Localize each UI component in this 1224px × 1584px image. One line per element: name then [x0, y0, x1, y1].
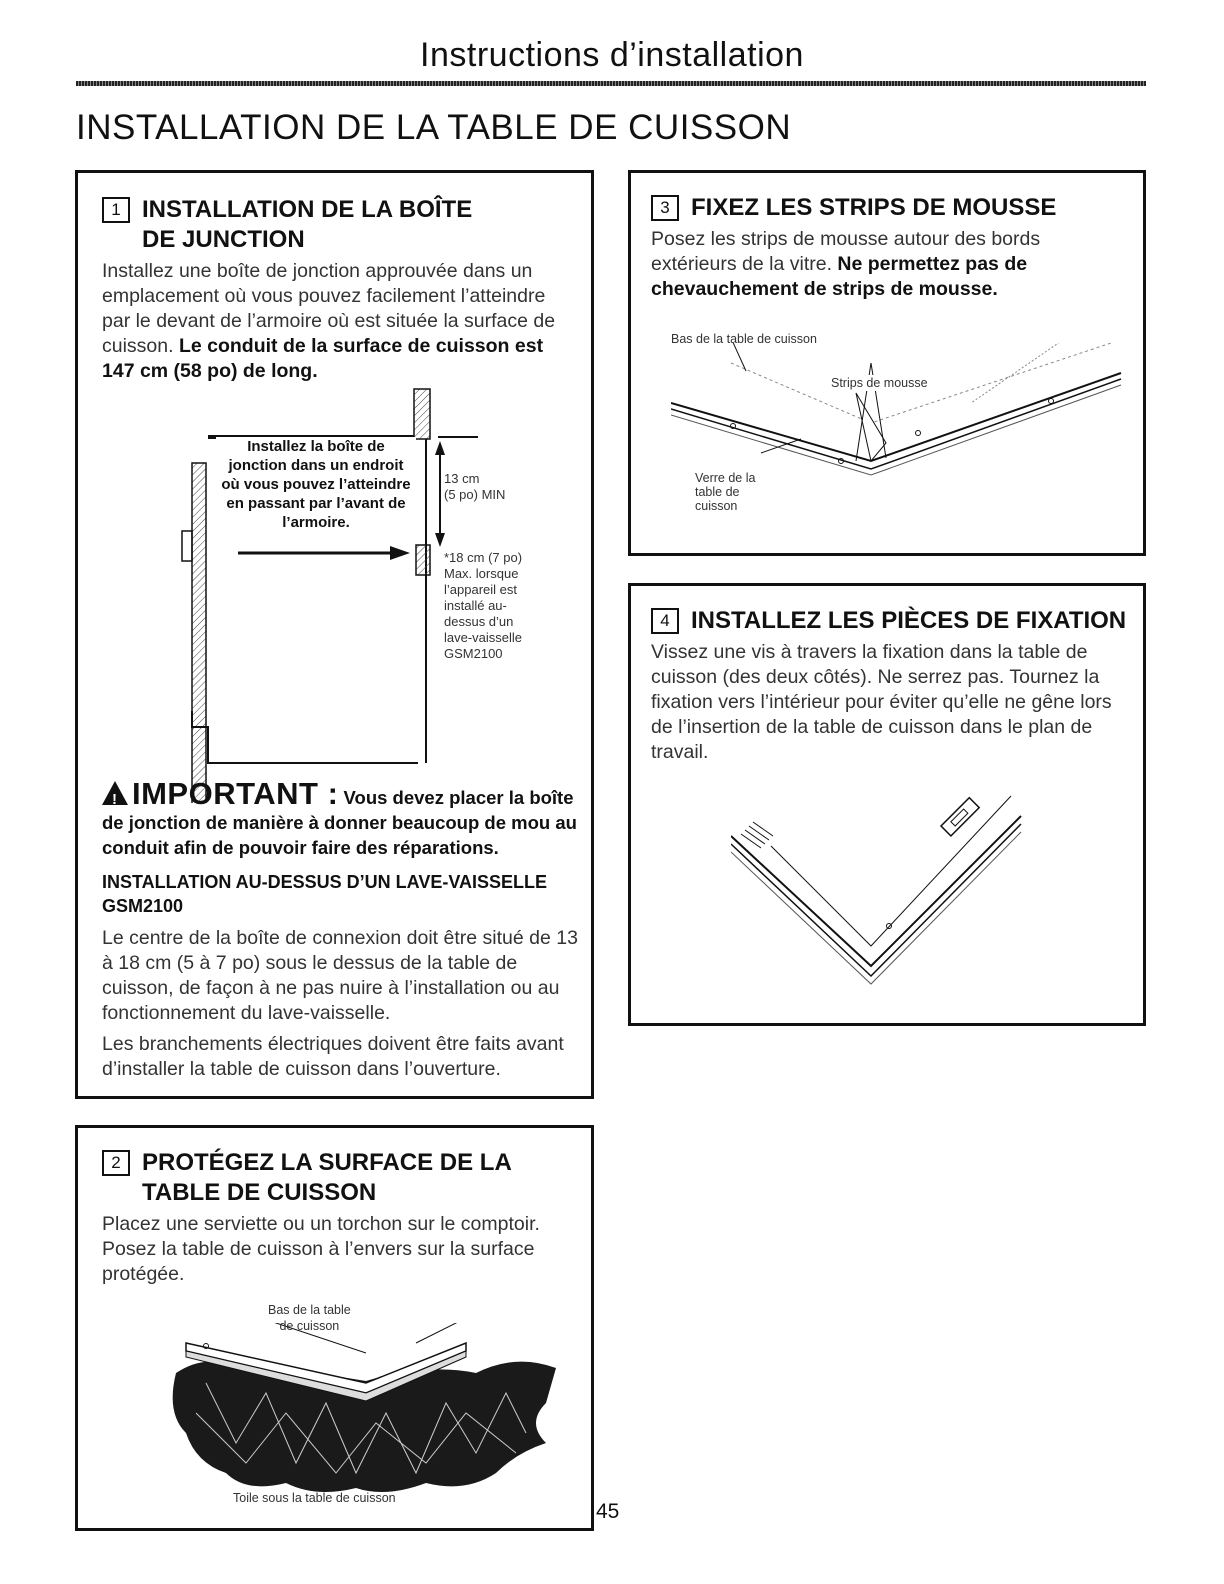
step3-label-glass: Verre de la table de cuisson	[695, 471, 756, 513]
step4-number: 4	[651, 608, 679, 634]
step2-number: 2	[102, 1150, 130, 1176]
step2-label-bottom: Toile sous la table de cuisson	[233, 1491, 396, 1505]
step3-body: Posez les strips de mousse autour des bords extérieurs de la vitre. Ne permettez pas de chevauchement de strips de mousse.	[651, 228, 1041, 300]
header-rule	[76, 81, 1146, 86]
step4-body: Vissez une vis à travers la fixation dans la table de cuisson (des deux côtés). Ne serrez pas. Tournez la fixation vers l’intérieur pour éviter qu’elle ne gêne lors de l’insertion de la table de cuisson dans le plan de travail.	[651, 641, 1112, 763]
cooktop-stub	[414, 389, 430, 439]
header-title: Instructions d’installation	[420, 36, 804, 74]
step3-box	[628, 170, 1146, 556]
step3-number: 3	[651, 195, 679, 221]
step1-title: 1 INSTALLATION DE LA BOÎTE DE JUNCTION	[102, 195, 572, 255]
dimension-max-label: *18 cm (7 po) Max. lorsque l’appareil est installé au- dessus d’un lave-vaisselle GSM2100	[444, 550, 523, 661]
cabinet-side	[192, 463, 206, 803]
step3-label-strips: Strips de mousse	[831, 376, 928, 390]
step3-title: 3 FIXEZ LES STRIPS DE MOUSSE	[651, 193, 1131, 223]
step2-title: 2 PROTÉGEZ LA SURFACE DE LA TABLE DE CUISSON	[102, 1148, 572, 1208]
step2-box	[75, 1125, 594, 1531]
dishwasher-subhead: INSTALLATION AU-DESSUS D’UN LAVE-VAISSELLE GSM2100	[102, 872, 548, 916]
step2-label-top: Bas de la table de cuisson	[268, 1303, 351, 1333]
warning-icon	[102, 781, 128, 805]
step2-body: Placez une serviette ou un torchon sur le comptoir. Posez la table de cuisson à l’envers sur la surface protégée.	[102, 1213, 540, 1285]
page-heading: INSTALLATION DE LA TABLE DE CUISSON	[76, 108, 792, 147]
step1-box	[75, 170, 594, 1099]
step4-title: 4 INSTALLEZ LES PIÈCES DE FIXATION	[651, 606, 1131, 636]
towel-diagram	[166, 1323, 566, 1503]
step3-label-bottom: Bas de la table de cuisson	[671, 332, 817, 346]
diagram-label: Installez la boîte de jonction dans un endroit où vous pouvez l’atteindre en passant par l’avant de l’armoire.	[216, 437, 416, 532]
step1-number: 1	[102, 197, 130, 223]
step4-box	[628, 583, 1146, 1026]
dimension-min-label: 13 cm (5 po) MIN	[444, 471, 506, 502]
junction-box	[416, 545, 430, 575]
step1-para3: Les branchements électriques doivent être faits avant d’installer la table de cuisson dans l’ouverture.	[102, 1033, 564, 1080]
step1-para2: Le centre de la boîte de connexion doit être situé de 13 à 18 cm (5 à 7 po) sous le dessus de la table de cuisson, de façon à ne pas nuire à l’installation ou au fonctionnement du lave-vaisselle.	[102, 927, 578, 1024]
fastener-diagram	[731, 786, 1031, 996]
page-number: 45	[596, 1500, 620, 1523]
important-note: !IMPORTANT : Vous devez placer la boîte de jonction de manière à donner beaucoup de mou au conduit afin de pouvoir faire des réparations.	[102, 781, 578, 860]
step1-body: Installez une boîte de jonction approuvée dans un emplacement où vous pouvez facilement l’atteindre par le devant de l’armoire où est située la surface de cuisson. Le conduit de la surface de cuisson est 147 cm (58 po) de long.	[102, 260, 556, 382]
